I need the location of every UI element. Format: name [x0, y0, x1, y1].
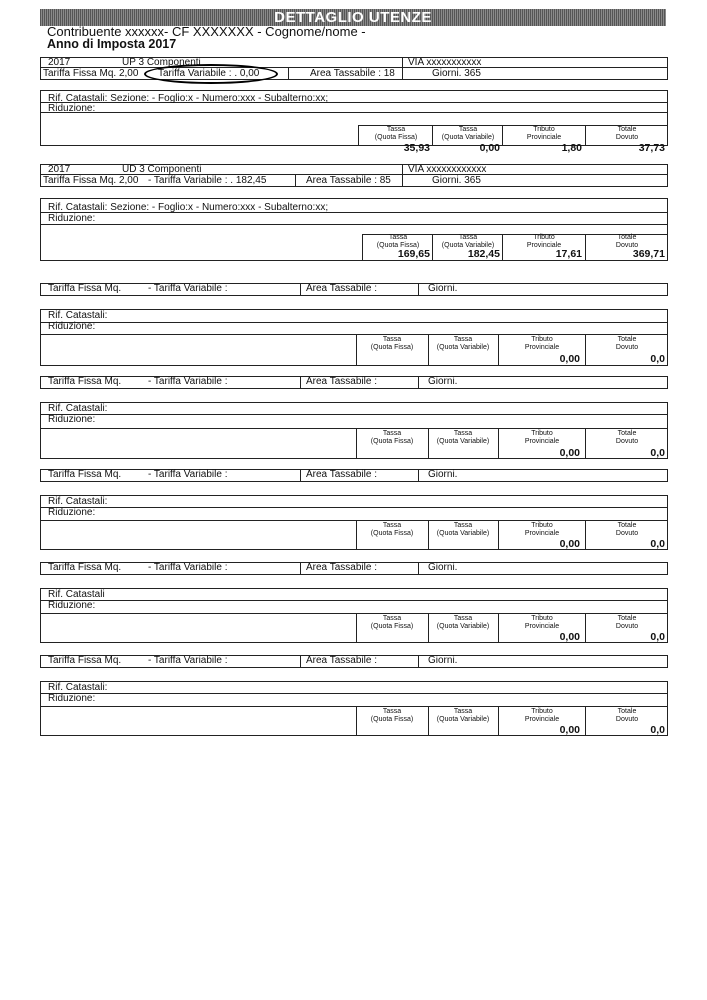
totale-header: Totale Dovuto	[615, 708, 639, 723]
totale-value: 0,0	[650, 631, 665, 643]
tributo-header: Tributo Provinciale	[524, 708, 560, 723]
tributo-value: 0,00	[559, 353, 580, 365]
totale-header: Totale Dovuto	[615, 522, 639, 537]
anno: 2017	[48, 164, 71, 175]
tributo-value: 0,00	[559, 447, 580, 459]
rif-catastali: Rif. Catastali:	[48, 310, 108, 321]
giorni: Giorni.	[428, 655, 458, 666]
area-tassabile: Area Tassabile :	[306, 562, 377, 573]
tributo-value: 0,00	[559, 538, 580, 550]
area-tassabile: Area Tassabile :	[306, 655, 377, 666]
tassa-variabile-header: Tassa (Quota Variabile)	[441, 234, 495, 249]
tributo-header: Tributo Provinciale	[524, 615, 560, 630]
utenza-block-5	[40, 469, 668, 554]
tassa-variabile-header: Tassa (Quota Variabile)	[436, 336, 490, 351]
tributo-header: Tributo Provinciale	[524, 336, 560, 351]
giorni: Giorni. 365	[432, 68, 481, 79]
tariffa-variabile: - Tariffa Variabile :	[148, 376, 228, 387]
tariffa-variabile: - Tariffa Variabile :	[148, 655, 228, 666]
tariffa-fissa: Tariffa Fissa Mq. 2,00	[43, 175, 139, 186]
tributo-value: 17,61	[555, 248, 582, 260]
tributo-header: Tributo Provinciale	[526, 234, 562, 249]
tariffa-fissa: Tariffa Fissa Mq. 2,00	[43, 68, 139, 79]
totale-value: 0,0	[650, 353, 665, 365]
utenza-block-1	[40, 57, 668, 157]
area-tassabile: Area Tassabile : 18	[310, 68, 395, 79]
riduzione-label: Riduzione:	[48, 600, 96, 611]
tassa-variabile-value: 182,45	[467, 248, 500, 260]
riduzione-label: Riduzione:	[48, 414, 96, 425]
indirizzo: VIA xxxxxxxxxxxx	[408, 164, 487, 175]
rif-catastali: Rif. Catastali:	[48, 403, 108, 414]
tributo-header: Tributo Provinciale	[524, 430, 560, 445]
rif-catastali: Rif. Catastali: Sezione: - Foglio:x - Numero:xxx - Subalterno:xx;	[48, 202, 329, 213]
totale-value: 0,0	[650, 447, 665, 459]
utenza-block-4	[40, 376, 668, 461]
tassa-fissa-header: Tassa (Quota Fissa)	[370, 336, 414, 351]
indirizzo: VIA xxxxxxxxxxx	[408, 57, 482, 68]
tributo-header: Tributo Provinciale	[524, 522, 560, 537]
area-tassabile: Area Tassabile :	[306, 283, 377, 294]
tassa-variabile-header: Tassa (Quota Variabile)	[436, 430, 490, 445]
totale-header: Totale Dovuto	[615, 234, 639, 249]
rif-catastali: Rif. Catastali	[48, 589, 105, 600]
utenza-block-3	[40, 283, 668, 368]
riduzione-label: Riduzione:	[48, 507, 96, 518]
anno: 2017	[48, 57, 71, 68]
tassa-fissa-header: Tassa (Quota Fissa)	[370, 522, 414, 537]
giorni: Giorni.	[428, 469, 458, 480]
tariffa-fissa: Tariffa Fissa Mq.	[48, 562, 122, 573]
riduzione-label: Riduzione:	[48, 213, 96, 224]
totale-value: 0,0	[650, 538, 665, 550]
giorni: Giorni.	[428, 562, 458, 573]
tassa-fissa-value: 169,65	[397, 248, 430, 260]
utenza-block-6	[40, 562, 668, 647]
tariffa-fissa: Tariffa Fissa Mq.	[48, 655, 122, 666]
tassa-variabile-header: Tassa (Quota Variabile)	[436, 615, 490, 630]
page-title: DETTAGLIO UTENZE	[40, 9, 666, 26]
tributo-value: 0,00	[559, 724, 580, 736]
tassa-fissa-header: Tassa (Quota Fissa)	[370, 708, 414, 723]
tassa-fissa-value: 35,93	[403, 142, 430, 154]
tassa-variabile-header: Tassa (Quota Variabile)	[436, 522, 490, 537]
categoria: UD 3 Componenti	[122, 164, 202, 175]
area-tassabile: Area Tassabile :	[306, 469, 377, 480]
tassa-fissa-header: Tassa (Quota Fissa)	[370, 615, 414, 630]
rif-catastali: Rif. Catastali: Sezione: - Foglio:x - Numero:xxx - Subalterno:xx;	[48, 93, 329, 104]
tributo-value: 0,00	[559, 631, 580, 643]
area-tassabile: Area Tassabile :	[306, 376, 377, 387]
tassa-fissa-header: Tassa (Quota Fissa)	[374, 126, 418, 141]
anno-imposta: Anno di Imposta 2017	[47, 37, 177, 51]
contribuente-line: Contribuente xxxxxx- CF XXXXXXX - Cognome/nome -	[47, 24, 366, 39]
tariffa-variabile: - Tariffa Variabile : . 182,45	[148, 175, 267, 186]
totale-header: Totale Dovuto	[615, 615, 639, 630]
categoria: UP 3 Componenti	[122, 57, 201, 68]
tributo-value: 1,80	[561, 142, 582, 154]
riduzione-label: Riduzione:	[48, 103, 96, 114]
giorni: Giorni. 365	[432, 175, 481, 186]
tariffa-variabile: - Tariffa Variabile :	[148, 283, 228, 294]
tariffa-variabile: Tariffa Variabile : . 0,00	[158, 68, 260, 79]
riduzione-label: Riduzione:	[48, 321, 96, 332]
utenza-block-7	[40, 655, 668, 740]
totale-header: Totale Dovuto	[615, 336, 639, 351]
tassa-fissa-header: Tassa (Quota Fissa)	[370, 430, 414, 445]
giorni: Giorni.	[428, 376, 458, 387]
tariffa-variabile: - Tariffa Variabile :	[148, 469, 228, 480]
highlight-oval	[144, 64, 278, 84]
tassa-variabile-header: Tassa (Quota Variabile)	[441, 126, 495, 141]
totale-value: 0,0	[650, 724, 665, 736]
rif-catastali: Rif. Catastali:	[48, 682, 108, 693]
giorni: Giorni.	[428, 283, 458, 294]
totale-value: 369,71	[632, 248, 665, 260]
riduzione-label: Riduzione:	[48, 693, 96, 704]
area-tassabile: Area Tassabile : 85	[306, 175, 391, 186]
utenza-block-2	[40, 164, 668, 264]
tariffa-fissa: Tariffa Fissa Mq.	[48, 469, 122, 480]
tassa-fissa-header: Tassa (Quota Fissa)	[376, 234, 420, 249]
tariffa-fissa: Tariffa Fissa Mq.	[48, 376, 122, 387]
totale-value: 37,73	[638, 142, 665, 154]
rif-catastali: Rif. Catastali:	[48, 496, 108, 507]
totale-header: Totale Dovuto	[615, 126, 639, 141]
tariffa-fissa: Tariffa Fissa Mq.	[48, 283, 122, 294]
totale-header: Totale Dovuto	[615, 430, 639, 445]
tassa-variabile-header: Tassa (Quota Variabile)	[436, 708, 490, 723]
tariffa-variabile: - Tariffa Variabile :	[148, 562, 228, 573]
tassa-variabile-value: 0,00	[479, 142, 500, 154]
tributo-header: Tributo Provinciale	[526, 126, 562, 141]
